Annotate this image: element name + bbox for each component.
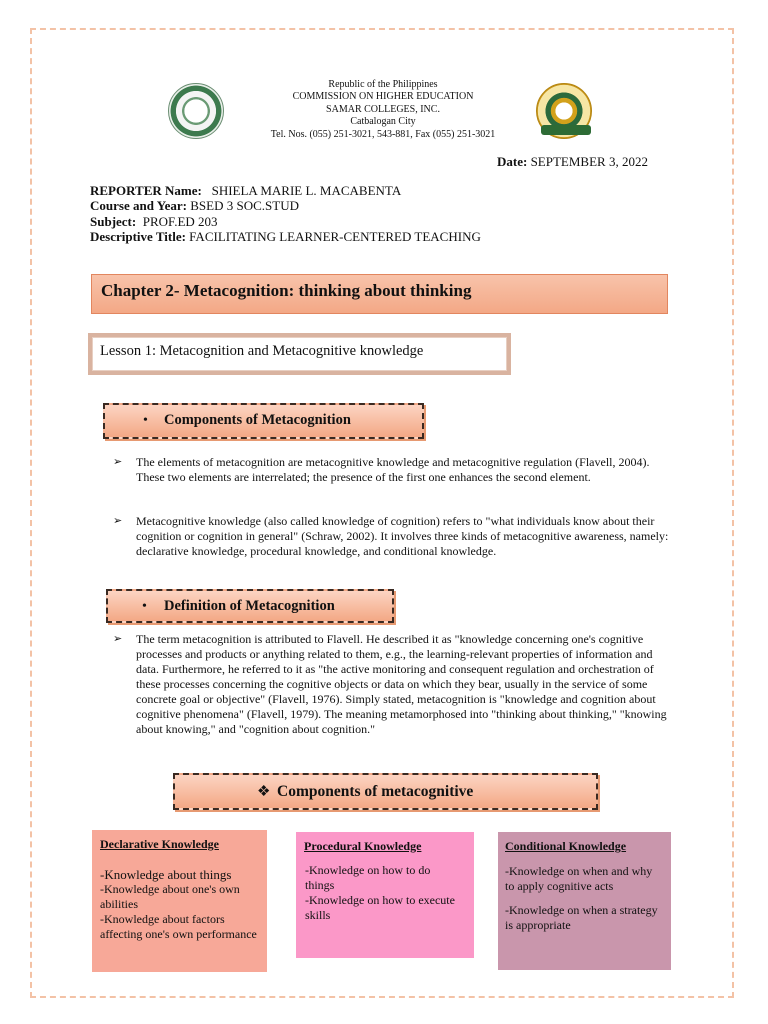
lesson-title: Lesson 1: Metacognition and Metacognitive knowledge [100,343,424,359]
card-line: -Knowledge on how to do things [305,863,431,892]
letterhead [232,79,534,141]
descriptive-title-value: FACILITATING LEARNER-CENTERED TEACHING [189,229,481,244]
date-value: SEPTEMBER 3, 2022 [530,154,648,169]
card-line: -Knowledge about factors affecting one's own performance [100,912,257,941]
course-label: Course and Year: [90,198,188,213]
lesson-title-box [88,333,511,375]
definition-heading: Definition of Metacognition [164,598,335,614]
card-title: Conditional Knowledge [505,839,627,853]
card-line: -Knowledge about one's own abilities [100,882,240,911]
letterhead-line: Tel. Nos. (055) 251-3021, 543-881, Fax (055) 251-3021 [270,128,496,140]
definition-heading-box [106,589,394,623]
components-metacognitive-heading: Components of metacognitive [277,783,474,800]
card-line: -Knowledge about things [100,867,232,882]
course-line [90,198,299,214]
conditional-knowledge-card [498,832,671,970]
subject-value: PROF.ED 203 [142,214,218,229]
arrow-bullet-icon: ➢ [113,633,123,645]
card-title: Declarative Knowledge [100,837,219,851]
diamond-bullet-icon: ❖ [257,784,271,800]
card-line: -Knowledge on when a strategy is appropriate [505,903,658,932]
paragraph-text: The elements of metacognition are metacognitive knowledge and metacognitive regulation (Flavell, 2004). These two elements are interrelated; the presence of the first one enhances the second element. [136,455,650,484]
letterhead-line: Republic of the Philippines [328,79,438,90]
declarative-knowledge-card [92,830,267,972]
reporter-value: SHIELA MARIE L. MACABENTA [211,183,402,198]
chapter-title-box [91,274,668,314]
letterhead-line: Catbalogan City [350,116,416,128]
seal-ribbon [541,125,591,135]
course-value: BSED 3 SOC.STUD [190,198,299,213]
card-line: -Knowledge on how to execute skills [305,893,455,922]
descriptive-title-label: Descriptive Title: [90,229,186,244]
reporter-label: REPORTER Name: [90,183,202,198]
descriptive-title-line [90,229,481,245]
reporter-line [90,183,401,199]
paragraph-text: The term metacognition is attributed to Flavell. He described it as "knowledge concerning one's cognitive processes and products or anything related to them, e.g., the learning-relevant properties of information and data. Furthermore, he referred to it as "the active monitoring and consequent regulation and orchestration of these processes concerning the cognitive objects or data on which they bear, usually in the service of some concrete goal or objective" (Flavell, 1976). Simply stated, metacognition is "knowledge and cognition about cognitive phenomena" (Flavell, 1979). The meaning metamorphosed into "thinking about thinking," "knowing about knowing," and "cognition about cognition." [136,632,667,736]
date-label: Date: [497,154,528,169]
components-metacognitive-heading-box [173,773,598,810]
subject-line [90,214,218,230]
subject-label: Subject: [90,214,137,229]
bullet-icon: • [143,413,148,428]
procedural-knowledge-card [296,832,474,958]
letterhead-line: SAMAR COLLEGES, INC. [326,103,440,115]
components-heading: Components of Metacognition [164,412,351,428]
letterhead-line: COMMISSION ON HIGHER EDUCATION [292,91,474,103]
arrow-bullet-icon: ➢ [113,515,123,527]
samar-colleges-seal-icon [168,83,224,139]
bullet-icon: • [142,599,147,614]
card-title: Procedural Knowledge [304,839,422,853]
arrow-bullet-icon: ➢ [113,456,123,468]
components-heading-box [103,403,424,439]
date-line [497,154,648,170]
paragraph-text: Metacognitive knowledge (also called knowledge of cognition) refers to "what individuals know about their cognition or cognition in general" (Schraw, 2002). It involves three kinds of metacognitive awareness, namely: declarative knowledge, procedural knowledge, and conditional knowledge. [136,514,669,558]
chapter-title: Chapter 2- Metacognition: thinking about thinking [101,281,472,300]
card-line: -Knowledge on when and why to apply cognitive acts [505,864,653,893]
